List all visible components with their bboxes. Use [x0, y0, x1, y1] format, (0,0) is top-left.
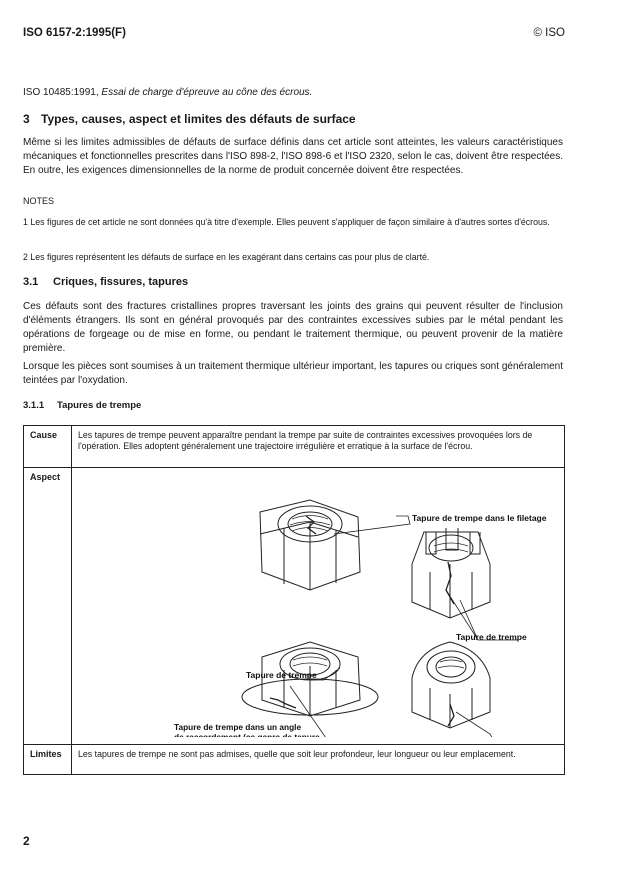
note-2: 2 Les figures représentent les défauts de surface en les exagérant dans certains cas pour plus de clarté. — [23, 252, 430, 262]
limits-text: Les tapures de trempe ne sont pas admises, quelle que soit leur profondeur, leur longueur ou leur emplacement. — [72, 745, 565, 775]
header-standard-id: ISO 6157-2:1995(F) — [23, 27, 126, 39]
notes-heading: NOTES — [23, 196, 55, 206]
section-3-1-1-number: 3.1.1 — [23, 400, 45, 411]
header-copyright: © ISO — [533, 27, 565, 39]
section-3-number: 3 — [23, 112, 30, 126]
label-castle-crack: Tapure de trempe — [456, 632, 527, 642]
label-corner-crack-line1: Tapure de trempe dans un angle — [174, 722, 302, 732]
section-3-1-heading — [23, 276, 188, 288]
section-3-heading — [23, 112, 356, 126]
section-3-1-1-title: Tapures de trempe — [57, 400, 142, 411]
label-flange-crack: Tapure de trempe — [246, 670, 317, 680]
reference-code: ISO 10485:1991, — [23, 87, 99, 98]
section-3-1-paragraph-1: Ces défauts sont des fractures cristallines propres traversant les joints des grains qui peuvent résulter de l'inclusion d'éléments étrangers. Ils sont en général provoqués par des contraintes excessives subies par le métal pendant les opérations de forgeage ou de mise en forme, ou pendant le traitement thermique, ou peuvent provenir de la matière première. — [23, 301, 563, 354]
label-thread-crack: Tapure de trempe dans le filetage — [412, 513, 547, 523]
table-row-limits — [24, 745, 565, 775]
aspect-figure-cell — [72, 468, 565, 745]
section-3-1-paragraph-2: Lorsque les pièces sont soumises à un traitement thermique ultérieur important, les tapures ou criques sont généralement teintées par l'oxydation. — [23, 361, 563, 386]
aspect-label: Aspect — [24, 468, 72, 745]
castle-nut-figure — [412, 528, 490, 618]
reference-line — [23, 86, 563, 100]
nut-defect-figure — [78, 472, 558, 737]
cause-label: Cause — [24, 426, 72, 468]
hex-nut-figure — [260, 500, 360, 590]
label-corner-crack-line2: de raccordement (ce genre de tapure — [174, 732, 320, 737]
section-3-1-1-heading — [23, 400, 141, 411]
note-1: 1 Les figures de cet article ne sont données qu'à titre d'exemple. Elles peuvent s'appliquer de façon similaire à d'autres sortes d'écrous. — [23, 217, 550, 227]
reference-title: Essai de charge d'épreuve au cône des écrous. — [101, 87, 313, 98]
section-3-paragraph: Même si les limites admissibles de défauts de surface définis dans cet article sont atteintes, les valeurs caractéristiques mécaniques et fonctionnelles prescrites dans l'ISO 898-2, l'ISO 898-6 et l'ISO 2320, selon le cas, doivent être respectées. En outre, les exigences dimensionnelles de la norme de produit concernée doivent être respectées. — [23, 137, 563, 176]
table-row-aspect — [24, 468, 565, 745]
section-3-1-number: 3.1 — [23, 276, 39, 288]
defect-table — [23, 425, 565, 775]
page-number: 2 — [23, 834, 30, 848]
limits-label: Limites — [24, 745, 72, 775]
cause-text: Les tapures de trempe peuvent apparaître pendant la trempe par suite de contraintes excessives provoquées lors de l'opération. Elles adoptent généralement une trajectoire irrégulière et erratique à la surface de l'écrou. — [72, 426, 565, 468]
prevailing-torque-nut-figure — [412, 642, 490, 728]
section-3-1-title: Criques, fissures, tapures — [53, 276, 189, 288]
section-3-title: Types, causes, aspect et limites des défauts de surface — [41, 112, 356, 126]
table-row-cause — [24, 426, 565, 468]
